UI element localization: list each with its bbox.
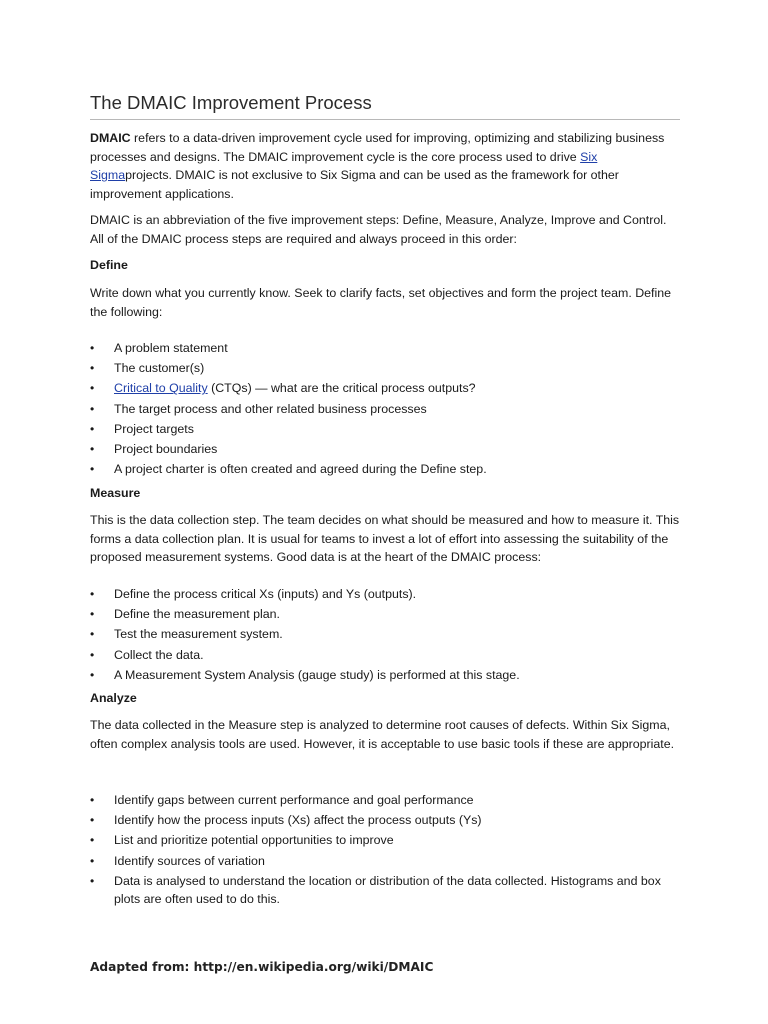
measure-heading: Measure	[90, 486, 141, 500]
abbreviation-paragraph: DMAIC is an abbreviation of the five improvement steps: Define, Measure, Analyze, Improve and Control. All of the DMAIC process steps are required and always proceed in this order:	[90, 213, 667, 246]
list-item: • The target process and other related business processes	[90, 399, 690, 419]
define-heading: Define	[90, 258, 128, 272]
list-item: • Define the measurement plan.	[90, 604, 690, 624]
list-item: • Define the process critical Xs (inputs) and Ys (outputs).	[90, 584, 690, 604]
list-item: • The customer(s)	[90, 358, 690, 378]
analyze-list	[90, 790, 690, 909]
list-item: • A project charter is often created and agreed during the Define step.	[90, 459, 690, 479]
list-item: • Identify gaps between current performance and goal performance	[90, 790, 690, 810]
list-item: • Identify how the process inputs (Xs) affect the process outputs (Ys)	[90, 810, 690, 830]
list-item: • Test the measurement system.	[90, 624, 690, 644]
list-item-text: (CTQs) — what are the critical process outputs?	[207, 381, 476, 396]
list-item: • Data is analysed to understand the location or distribution of the data collected. Histograms and box plots are often used to do this.	[90, 872, 690, 909]
list-item: • Identify sources of variation	[90, 851, 690, 871]
define-list	[90, 338, 690, 479]
list-item: • Collect the data.	[90, 645, 690, 665]
intro-text-2: projects. DMAIC is not exclusive to Six Sigma and can be used as the framework for other improvement applications.	[90, 168, 619, 201]
intro-paragraph	[90, 129, 680, 203]
analyze-paragraph: The data collected in the Measure step is analyzed to determine root causes of defects. Within Six Sigma, often complex analysis tools are used. However, it is acceptable to use basic tools if these are appropriate.	[90, 718, 675, 751]
define-paragraph: Write down what you currently know. Seek to clarify facts, set objectives and form the project team. Define the following:	[90, 286, 672, 319]
measure-paragraph: This is the data collection step. The team decides on what should be measured and how to measure it. This forms a data collection plan. It is usual for teams to invest a lot of effort into assessing the suitability of the proposed measurement systems. Good data is at the heart of the DMAIC process:	[90, 513, 680, 565]
page-title: The DMAIC Improvement Process	[90, 92, 680, 120]
critical-to-quality-link[interactable]: Critical to Quality	[114, 381, 208, 396]
list-item: • A problem statement	[90, 338, 690, 358]
intro-text-1: refers to a data-driven improvement cycle used for improving, optimizing and stabilizing business processes and designs. The DMAIC improvement cycle is the core process used to drive	[90, 131, 665, 164]
list-item: • Project boundaries	[90, 439, 690, 459]
intro-bold-term: DMAIC	[90, 131, 131, 145]
measure-list	[90, 584, 690, 685]
list-item: • Project targets	[90, 419, 690, 439]
six-sigma-link[interactable]: Six Sigma	[90, 149, 598, 183]
analyze-heading: Analyze	[90, 691, 137, 705]
list-item	[90, 378, 690, 398]
source-footer: Adapted from: http://en.wikipedia.org/wiki/DMAIC	[90, 960, 434, 974]
list-item: • A Measurement System Analysis (gauge study) is performed at this stage.	[90, 665, 690, 685]
list-item: • List and prioritize potential opportunities to improve	[90, 830, 690, 850]
